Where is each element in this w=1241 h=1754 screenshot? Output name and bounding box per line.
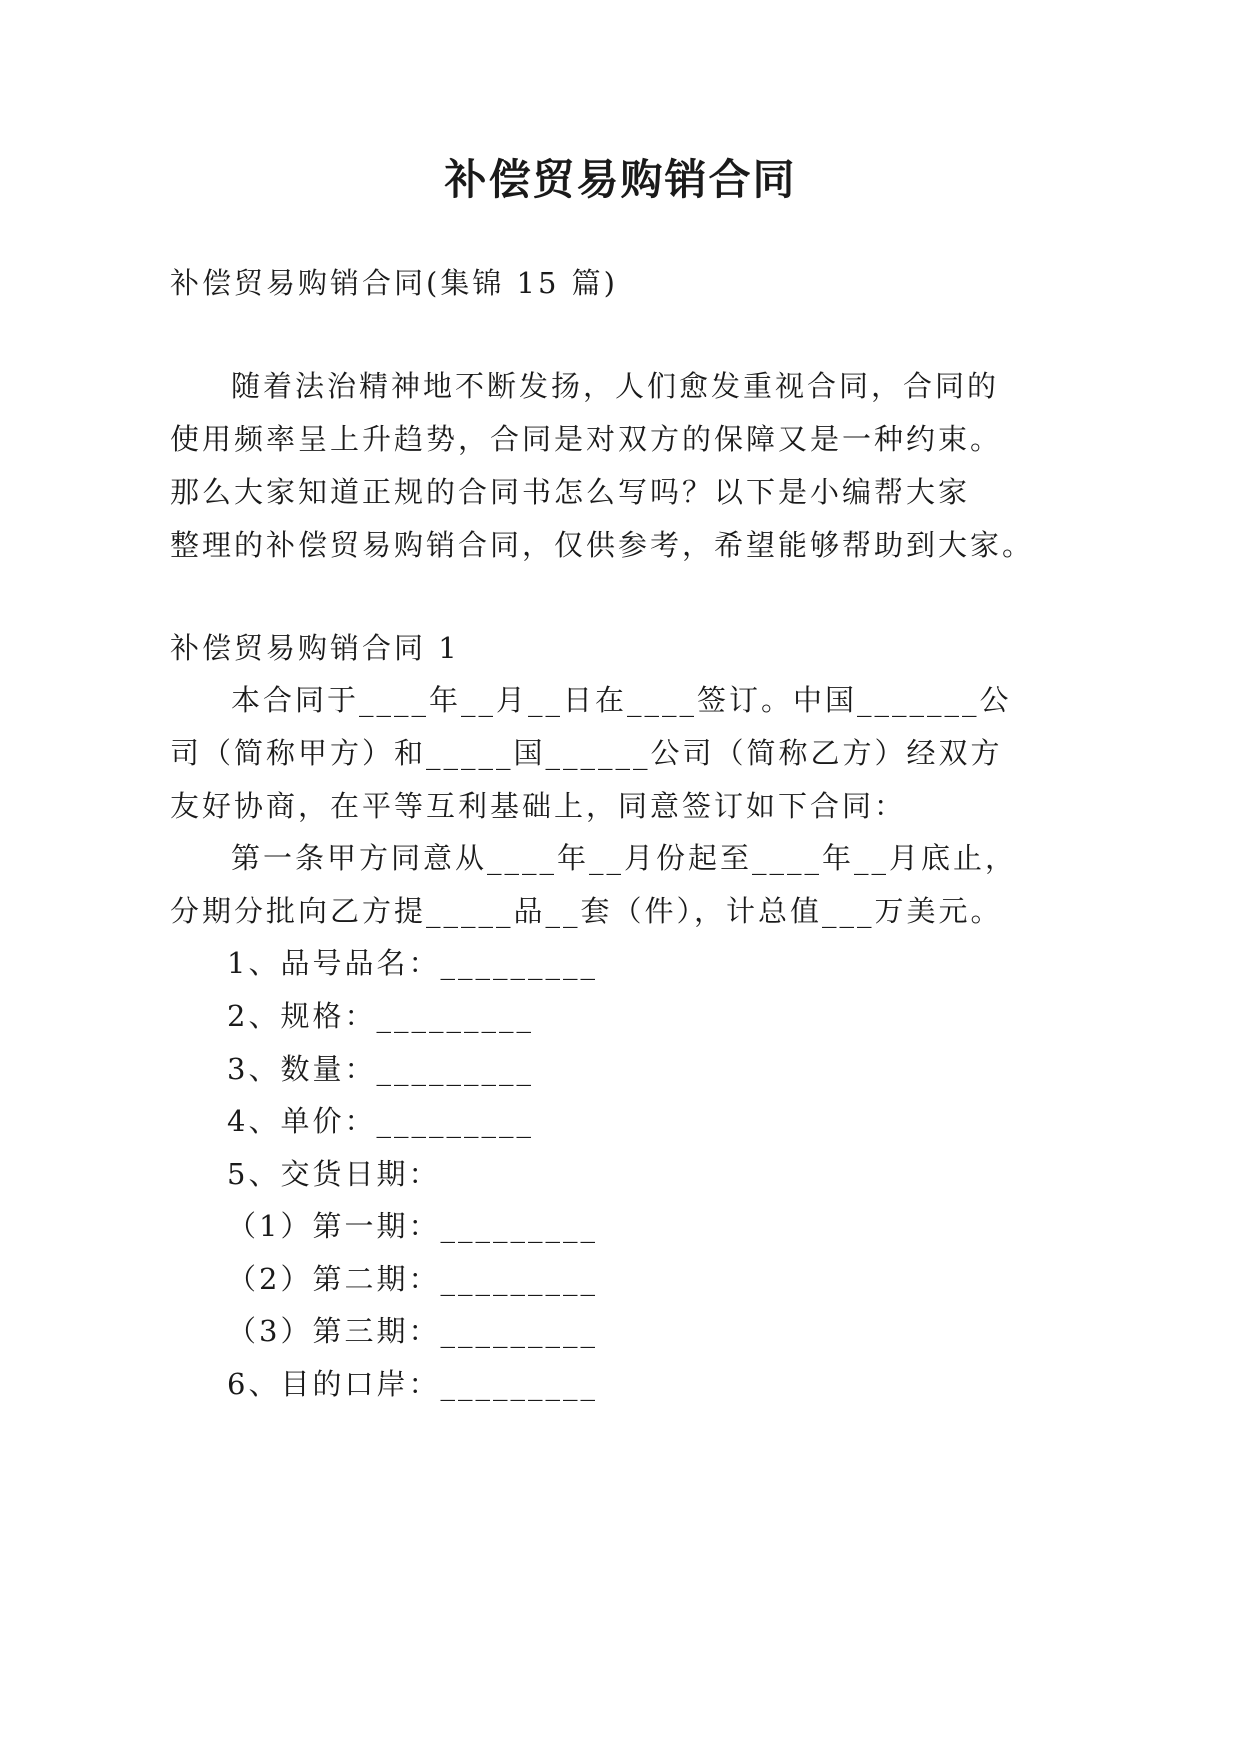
delivery-phase-1: （1）第一期：_________: [227, 1209, 598, 1243]
preamble-line-1: 本合同于____年__月__日在____签订。中国_______公: [231, 683, 1012, 717]
preamble-line-2: 司（简称甲方）和_____国______公司（简称乙方）经双方: [170, 736, 1003, 770]
section-heading: 补偿贸易购销合同 1: [170, 631, 460, 665]
collection-subtitle: 补偿贸易购销合同(集锦 15 篇): [170, 266, 618, 300]
delivery-phase-2: （2）第二期：_________: [227, 1262, 598, 1296]
preamble-line-3: 友好协商，在平等互利基础上，同意签订如下合同：: [170, 789, 907, 823]
item-delivery-date: 5、交货日期：: [227, 1157, 441, 1191]
intro-line-2: 使用频率呈上升趋势，合同是对双方的保障又是一种约束。: [170, 422, 1003, 456]
article-one-line-2: 分期分批向乙方提_____品__套（件），计总值___万美元。: [170, 894, 1003, 928]
delivery-phase-3: （3）第三期：_________: [227, 1314, 598, 1348]
document-title: 补偿贸易购销合同: [444, 155, 797, 204]
intro-line-3: 那么大家知道正规的合同书怎么写吗？以下是小编帮大家: [170, 475, 971, 509]
item-unit-price: 4、单价：_________: [227, 1104, 534, 1138]
article-one-line-1: 第一条甲方同意从____年__月份起至____年__月底止，: [231, 841, 1018, 875]
item-specification: 2、规格：_________: [227, 999, 534, 1033]
item-product-name: 1、品号品名：_________: [227, 946, 598, 980]
intro-line-4: 整理的补偿贸易购销合同，仅供参考，希望能够帮助到大家。: [170, 528, 1035, 562]
intro-line-1: 随着法治精神地不断发扬，人们愈发重视合同，合同的: [231, 369, 1000, 403]
item-quantity: 3、数量：_________: [227, 1052, 534, 1086]
item-destination-port: 6、目的口岸：_________: [227, 1367, 598, 1401]
